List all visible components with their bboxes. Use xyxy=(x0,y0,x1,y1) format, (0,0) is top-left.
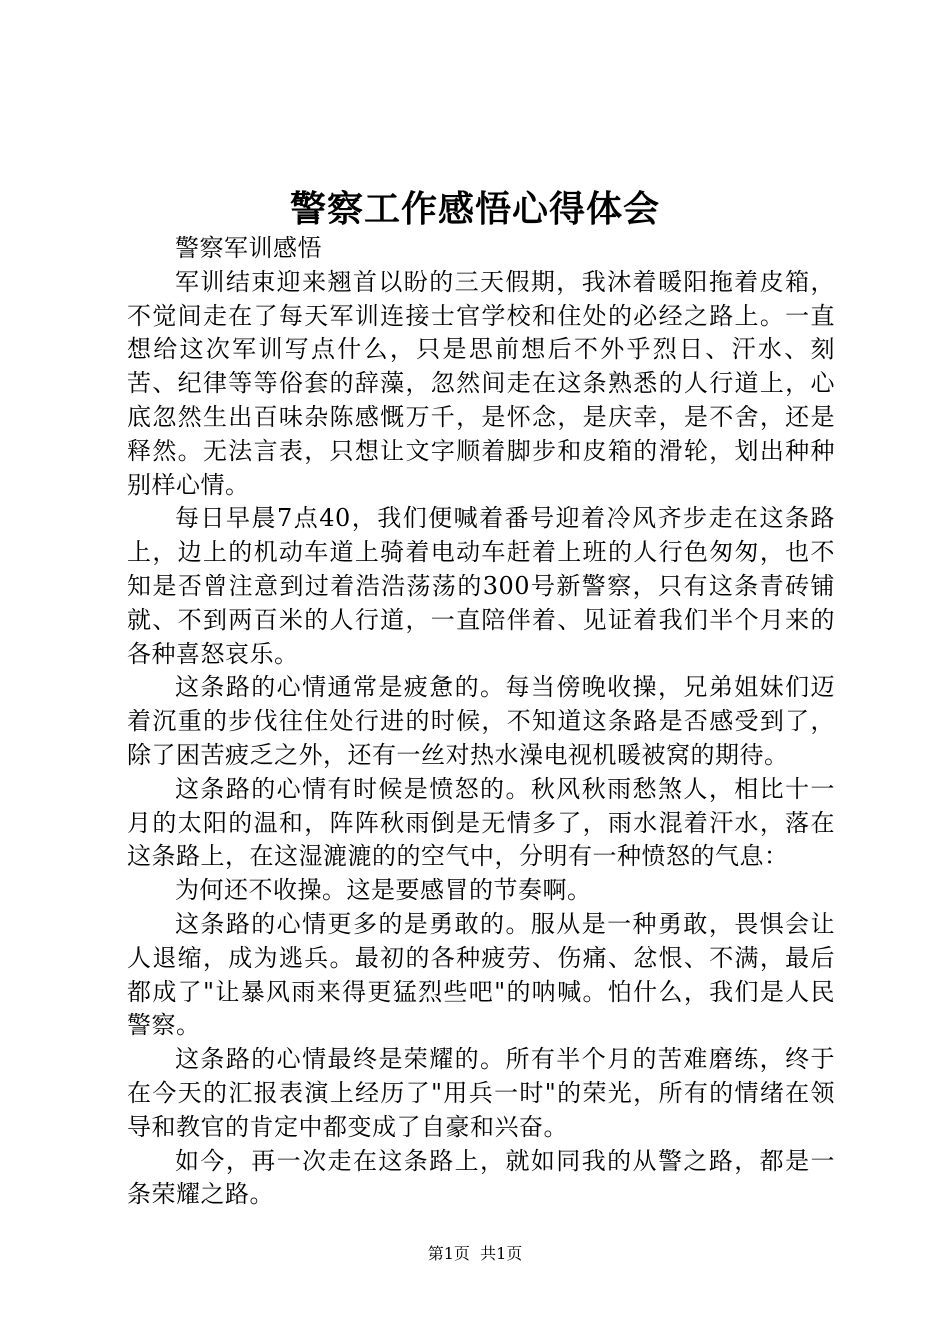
document-title: 警察工作感悟心得体会 xyxy=(289,188,660,230)
page-footer xyxy=(0,1242,950,1266)
paragraph: 军训结束迎来翘首以盼的三天假期，我沐着暖阳拖着皮箱，不觉间走在了每天军训连接士官学校和住处的必经之路上。一直想给这次军训写点什么，只是思前想后不外乎烈日、汗水、刻苦、纪律等等俗套的辞藻，忽然间走在这条熟悉的人行道上，心底忽然生出百味杂陈感慨万千，是怀念，是庆幸，是不舍，还是释然。无法言表，只想让文字顺着脚步和皮箱的滑轮，划出种种别样心情。 xyxy=(127,267,835,499)
paragraph: 这条路的心情有时候是愤怒的。秋风秋雨愁煞人，相比十一月的太阳的温和，阵阵秋雨倒是无情多了，雨水混着汗水，落在这条路上，在这湿漉漉的的空气中，分明有一种愤怒的气息： xyxy=(127,774,835,871)
paragraph: 这条路的心情更多的是勇敢的。服从是一种勇敢，畏惧会让人退缩，成为逃兵。最初的各种疲劳、伤痛、忿恨、不满，最后都成了"让暴风雨来得更猛烈些吧"的呐喊。怕什么，我们是人民警察。 xyxy=(127,909,835,1040)
paragraph: 每日早晨7点40，我们便喊着番号迎着冷风齐步走在这条路上，边上的机动车道上骑着电动车赶着上班的人行色匆匆，也不知是否曾注意到过着浩浩荡荡的300号新警察，只有这条青砖铺就、不到两百米的人行道，一直陪伴着、见证着我们半个月来的各种喜怒哀乐。 xyxy=(127,504,835,668)
paragraph: 这条路的心情最终是荣耀的。所有半个月的苦难磨练，终于在今天的汇报表演上经历了"用兵一时"的荣光，所有的情绪在领导和教官的肯定中都变成了自豪和兴奋。 xyxy=(127,1045,835,1141)
paragraph: 为何还不收操。这是要感冒的节奏啊。 xyxy=(175,876,592,905)
paragraph: 这条路的心情通常是疲惫的。每当傍晚收操，兄弟姐妹们迈着沉重的步伐往住处行进的时候，不知道这条路是否感受到了，除了困苦疲乏之外，还有一丝对热水澡电视机暖被窝的期待。 xyxy=(127,673,835,769)
document-body xyxy=(127,232,835,1212)
paragraph: 如今，再一次走在这条路上，就如同我的从警之路，都是一条荣耀之路。 xyxy=(127,1146,835,1209)
paragraph-subtitle: 警察军训感悟 xyxy=(175,234,322,262)
page-number: 第1页 共1页 xyxy=(427,1244,523,1263)
